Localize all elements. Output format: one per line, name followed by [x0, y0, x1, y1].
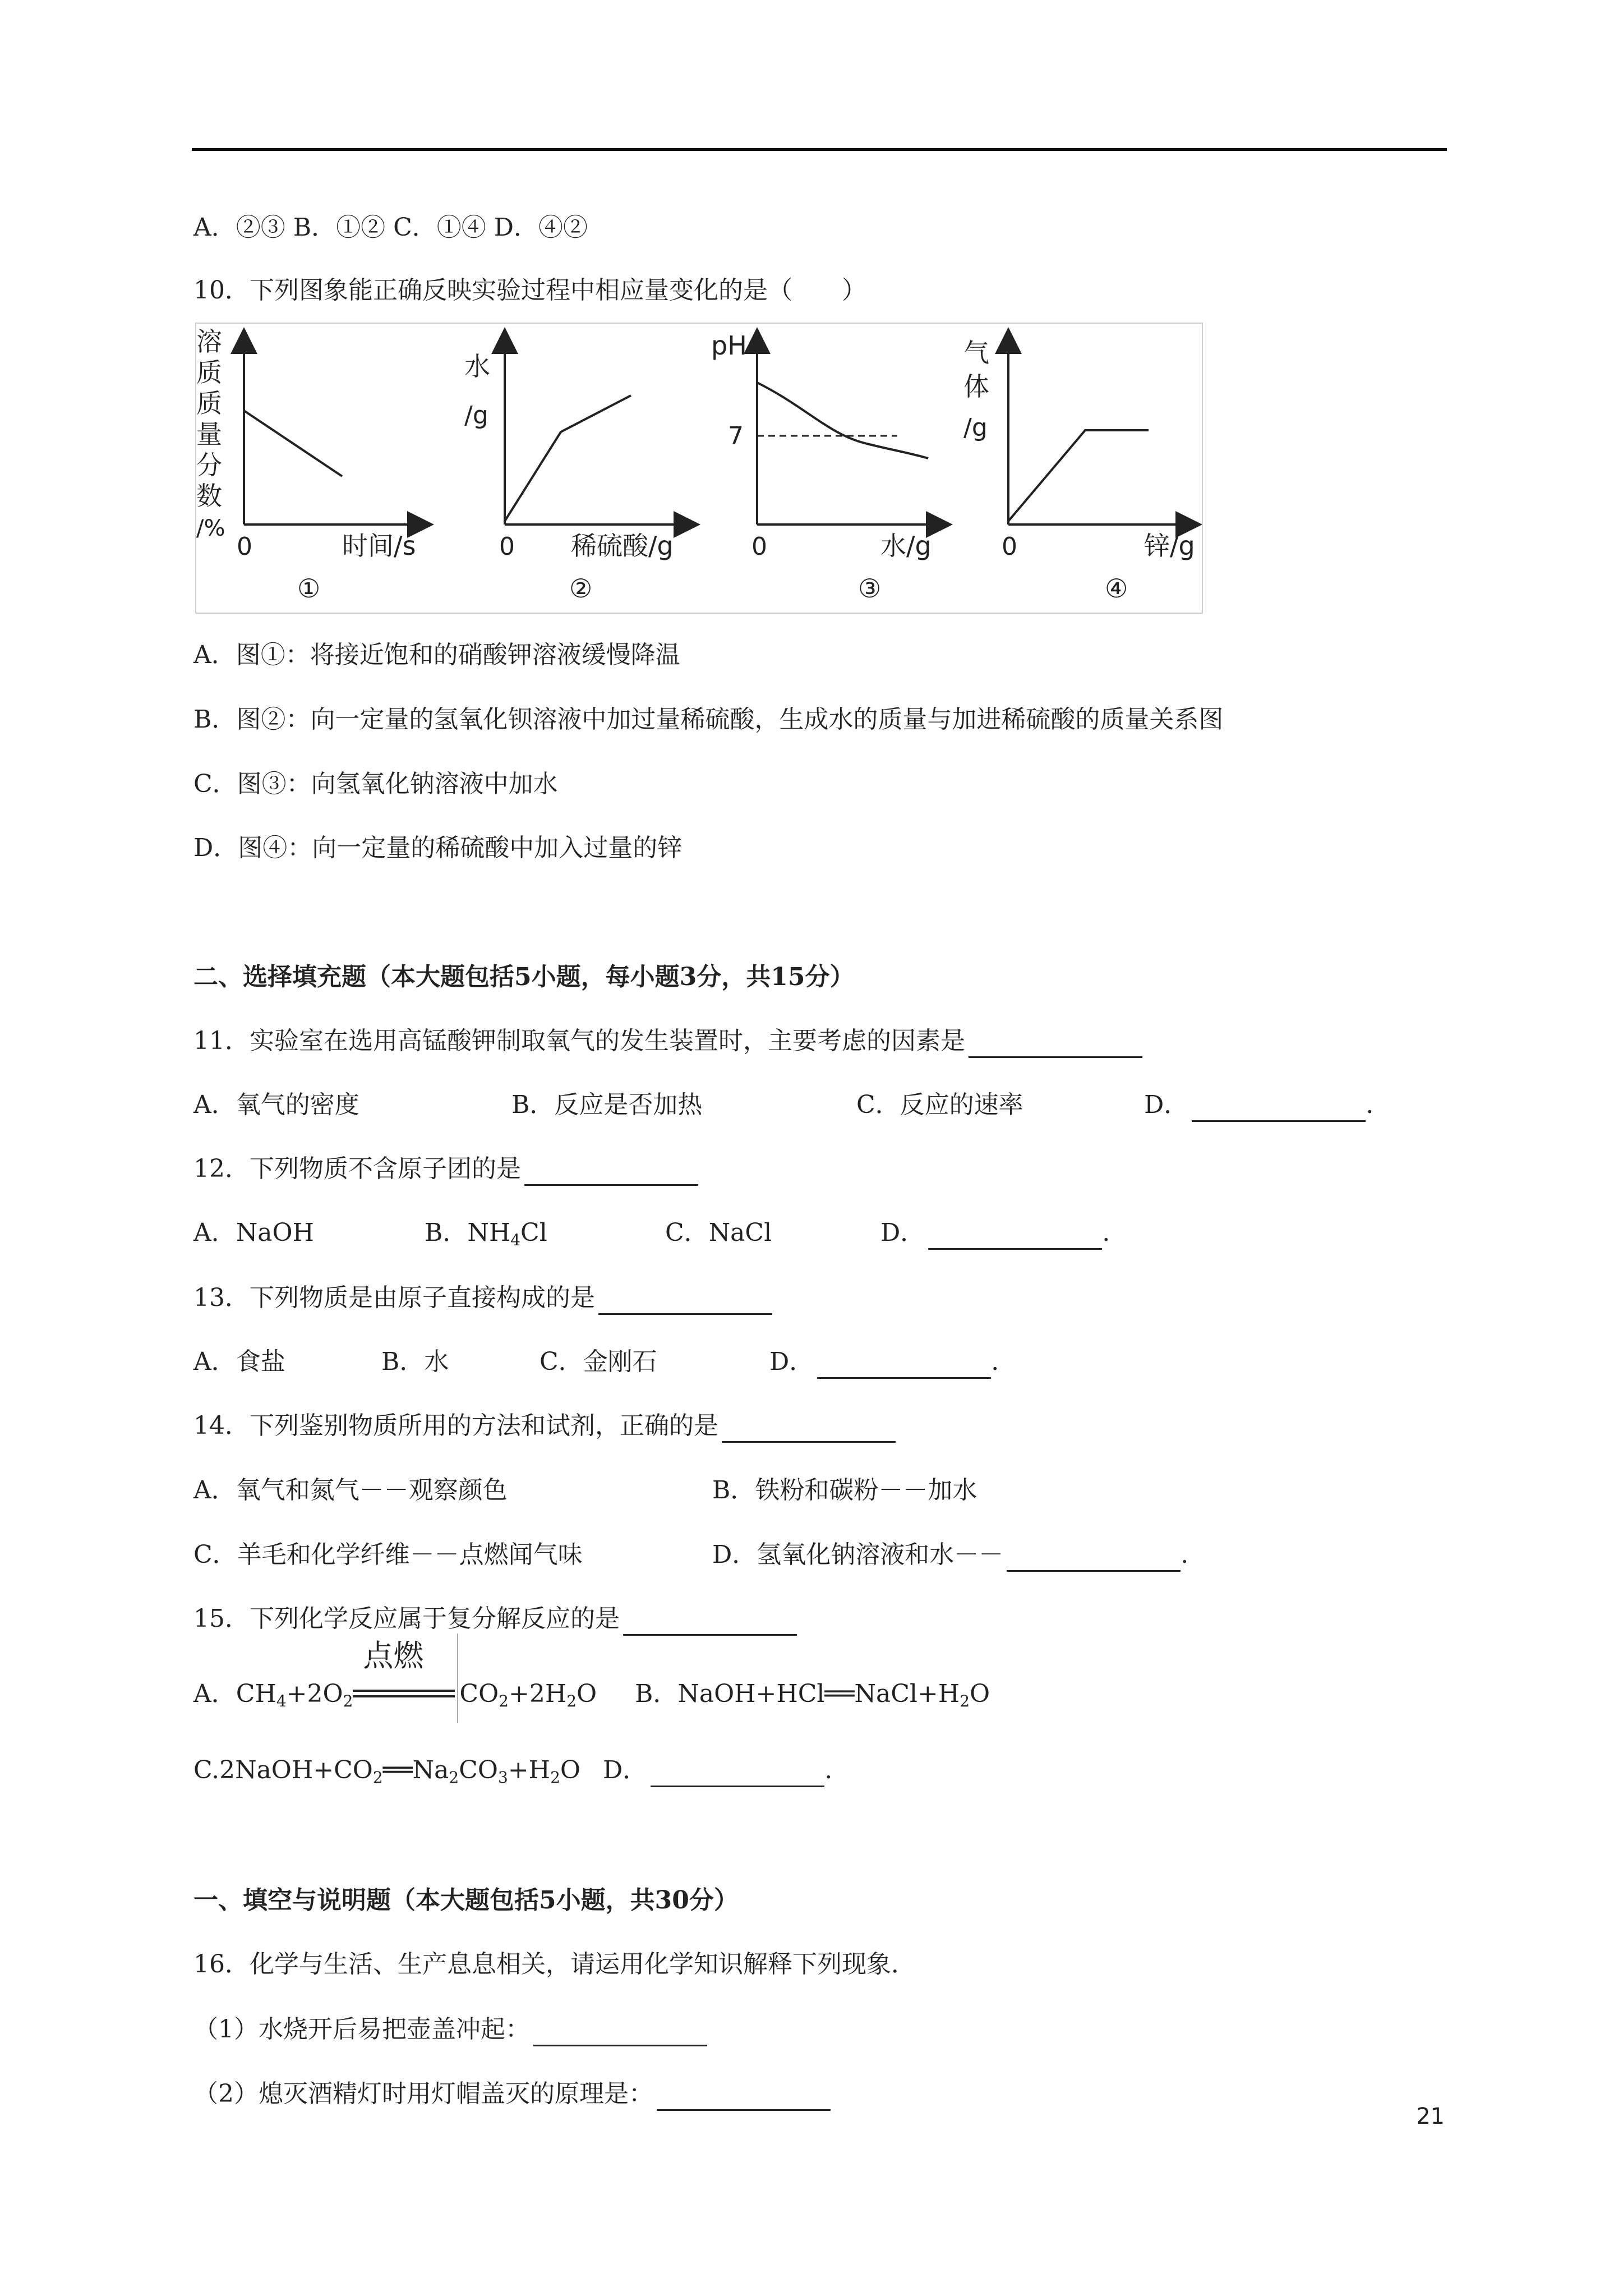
- q11-option-d-label: D．: [1144, 1091, 1189, 1119]
- q15-option-d-blank[interactable]: [651, 1759, 824, 1787]
- q15-answer-blank[interactable]: [623, 1607, 797, 1636]
- q13-option-d-blank[interactable]: [817, 1350, 991, 1379]
- q15-a-post1: CO: [459, 1680, 499, 1708]
- q15-a-pre: A．CH: [193, 1680, 276, 1708]
- q15-b-pre: B．NaOH+HCl══NaCl+H: [635, 1680, 960, 1708]
- q10-graphs-svg: [196, 324, 1202, 613]
- q11-option-a: A．氧气的密度: [193, 1091, 359, 1119]
- q15-a-sub1: 4: [276, 1692, 287, 1710]
- q15-c-mid: ══Na: [382, 1756, 449, 1784]
- graph-1-xlabel: 时间/s: [342, 531, 416, 561]
- q14-option-c: C．羊毛和化学纤维－－点燃闻气味: [193, 1540, 583, 1569]
- q13-stem-text: 13．下列物质是由原子直接构成的是: [193, 1283, 595, 1312]
- q14-stem: [193, 1409, 896, 1443]
- q12-option-c: C．NaCl: [665, 1218, 772, 1247]
- graph-2-ylabel-1: 水: [464, 351, 490, 381]
- q12-b-sub: 4: [510, 1231, 521, 1249]
- graph-4: [963, 338, 1195, 604]
- page-number: 21: [1416, 2104, 1445, 2129]
- q12-answer-blank[interactable]: [524, 1157, 698, 1186]
- graph-1-ylabel-1: 溶: [196, 326, 222, 357]
- q15-option-d-period: .: [824, 1756, 833, 1784]
- q15-c-mid2: CO: [459, 1756, 498, 1784]
- q13-option-d: [769, 1345, 999, 1379]
- q16-part-2: [193, 2077, 831, 2111]
- q12-stem: [193, 1152, 698, 1186]
- graph-3-ylabel: pH: [711, 330, 747, 361]
- section-2-title: 二、选择填充题（本大题包括5小题，每小题3分，共15分）: [193, 963, 855, 991]
- q15-b-sub: 2: [960, 1692, 970, 1710]
- q11-stem-text: 11．实验室在选用高锰酸钾制取氧气的发生装置时，主要考虑的因素是: [193, 1027, 965, 1055]
- graph-4-ylabel-unit: /g: [963, 413, 988, 442]
- section-3-title: 一、填空与说明题（本大题包括5小题，共30分）: [193, 1886, 739, 1915]
- q13-answer-blank[interactable]: [598, 1286, 772, 1315]
- graph-3: [711, 330, 939, 604]
- q14-answer-blank[interactable]: [722, 1414, 896, 1443]
- q13-option-d-label: D．: [769, 1347, 814, 1376]
- q10-option-d: D．图④：向一定量的稀硫酸中加入过量的锌: [193, 834, 683, 862]
- q15-stem-text: 15．下列化学反应属于复分解反应的是: [193, 1604, 620, 1633]
- q16-stem: 16．化学与生活、生产息息相关，请运用化学知识解释下列现象．: [193, 1950, 916, 1978]
- q15-c-sub2: 2: [449, 1768, 459, 1787]
- q13-option-c: C．金刚石: [540, 1347, 657, 1376]
- q16-part-1-text: （1）水烧开后易把壶盖冲起：: [193, 2015, 530, 2044]
- q15-c-sub3: 3: [497, 1768, 508, 1787]
- q13-option-a: A．食盐: [193, 1347, 285, 1376]
- graph-4-xlabel: 锌/g: [1144, 531, 1195, 561]
- q11-option-c: C．反应的速率: [856, 1091, 1023, 1119]
- q15-option-c: [193, 1754, 580, 1787]
- q15-a-eq-bar-2: [353, 1695, 455, 1697]
- q15-c-sub4: 2: [550, 1768, 560, 1787]
- q12-option-d: [880, 1216, 1110, 1250]
- q12-stem-text: 12．下列物质不含原子团的是: [193, 1154, 521, 1183]
- q15-b-post: O: [970, 1680, 990, 1708]
- q13-option-d-period: .: [991, 1347, 999, 1376]
- graph-4-origin: 0: [1002, 532, 1017, 561]
- graph-3-curve: [757, 383, 928, 458]
- q15-option-b: [635, 1677, 990, 1711]
- q14-stem-text: 14．下列鉴别物质所用的方法和试剂，正确的是: [193, 1411, 718, 1440]
- q15-a-eq-bar-1: [353, 1690, 455, 1692]
- q15-option-a: [193, 1638, 597, 1711]
- q15-a-sub2: 2: [343, 1692, 353, 1710]
- graph-3-xlabel: 水/g: [880, 531, 932, 561]
- q15-a-sub4: 2: [566, 1692, 577, 1710]
- graph-1-ylabel-6: 数: [196, 481, 222, 511]
- graph-4-curve: [1008, 430, 1149, 521]
- q10-option-b: B．图②：向一定量的氢氧化钡溶液中加过量稀硫酸，生成水的质量与加进稀硫酸的质量关系图: [193, 705, 1224, 734]
- graph-3-tick-7: 7: [728, 422, 744, 450]
- graph-4-ylabel-2: 体: [963, 371, 989, 402]
- q12-option-a: A．NaOH: [193, 1218, 314, 1247]
- q15-c-mid3: +H: [508, 1756, 551, 1784]
- graph-2-xlabel: 稀硫酸/g: [571, 531, 674, 561]
- q14-option-d-blank[interactable]: [1007, 1543, 1181, 1572]
- q11-option-d-blank[interactable]: [1192, 1093, 1366, 1122]
- q15-a-post3: O: [577, 1680, 597, 1708]
- q14-option-a: A．氧气和氮气－－观察颜色: [193, 1476, 508, 1504]
- q12-option-d-blank[interactable]: [928, 1221, 1102, 1250]
- graph-2-curve: [505, 395, 631, 521]
- q15-a-sub3: 2: [499, 1692, 509, 1710]
- q11-option-d-period: .: [1366, 1091, 1374, 1119]
- graph-2-ylabel-unit: /g: [464, 401, 488, 430]
- graph-1-origin: 0: [237, 532, 252, 561]
- graph-2-number: ②: [569, 573, 593, 604]
- q14-option-b: B．铁粉和碳粉－－加水: [712, 1476, 978, 1504]
- q14-option-d-period: .: [1181, 1540, 1189, 1569]
- q15-a-mid: +2O: [286, 1680, 343, 1708]
- q11-option-d: [1144, 1088, 1373, 1122]
- q13-option-b: B．水: [381, 1347, 449, 1376]
- graph-1-ylabel-2: 质: [196, 357, 222, 388]
- graph-1-ylabel-5: 分: [196, 450, 222, 480]
- graph-1-number: ①: [297, 573, 321, 604]
- q15-a-post2: +2H: [508, 1680, 567, 1708]
- q12-option-d-period: .: [1102, 1218, 1110, 1247]
- q9-options: A．②③ B．①② C．①④ D．④②: [193, 213, 588, 242]
- graph-3-number: ③: [858, 573, 882, 604]
- q15-a-condition: 点燃: [363, 1638, 424, 1673]
- q15-c-pre: C.2NaOH+CO: [193, 1756, 373, 1784]
- q11-stem: [193, 1024, 1142, 1058]
- graph-1-ylabel-unit: /%: [196, 516, 225, 541]
- graph-2: [464, 341, 687, 604]
- q13-stem: [193, 1281, 772, 1315]
- graph-1-ylabel-3: 质: [196, 388, 222, 418]
- q10-option-c: C．图③：向氢氧化钠溶液中加水: [193, 770, 558, 798]
- q15-c-post: O: [560, 1756, 580, 1784]
- q10-graphs-figure: [195, 323, 1203, 614]
- graph-2-origin: 0: [499, 532, 515, 561]
- graph-4-number: ④: [1105, 573, 1128, 604]
- graph-1-curve: [244, 411, 342, 476]
- q12-option-b: [425, 1216, 547, 1250]
- q15-option-d: [603, 1754, 832, 1787]
- q12-option-d-label: D．: [880, 1218, 925, 1247]
- q15-stem: [193, 1602, 797, 1636]
- q15-a-reaction-arrow: [353, 1638, 459, 1711]
- q14-option-d-label: D．氢氧化钠溶液和水－－: [712, 1540, 1004, 1569]
- graph-1-ylabel-4: 量: [196, 419, 222, 449]
- q16-part-1-blank[interactable]: [533, 2018, 707, 2046]
- q11-option-b: B．反应是否加热: [511, 1091, 703, 1119]
- q15-c-sub1: 2: [372, 1768, 383, 1787]
- q16-part-1: [193, 2013, 707, 2046]
- graph-4-ylabel-1: 气: [963, 338, 989, 368]
- q10-option-a: A．图①：将接近饱和的硝酸钾溶液缓慢降温: [193, 641, 680, 669]
- q12-b-post: Cl: [520, 1218, 547, 1247]
- graph-1: [196, 326, 421, 604]
- q14-option-d: [712, 1538, 1188, 1572]
- q16-part-2-blank[interactable]: [657, 2082, 831, 2111]
- q10-stem: 10．下列图象能正确反映实验过程中相应量变化的是（ ）: [193, 276, 866, 305]
- q12-b-pre: B．NH: [425, 1218, 511, 1247]
- q16-part-2-text: （2）熄灭酒精灯时用灯帽盖灭的原理是：: [193, 2079, 653, 2108]
- q15-option-d-label: D．: [603, 1756, 648, 1784]
- q11-answer-blank[interactable]: [969, 1029, 1142, 1058]
- graph-3-origin: 0: [751, 532, 767, 561]
- header-rule: [192, 148, 1447, 151]
